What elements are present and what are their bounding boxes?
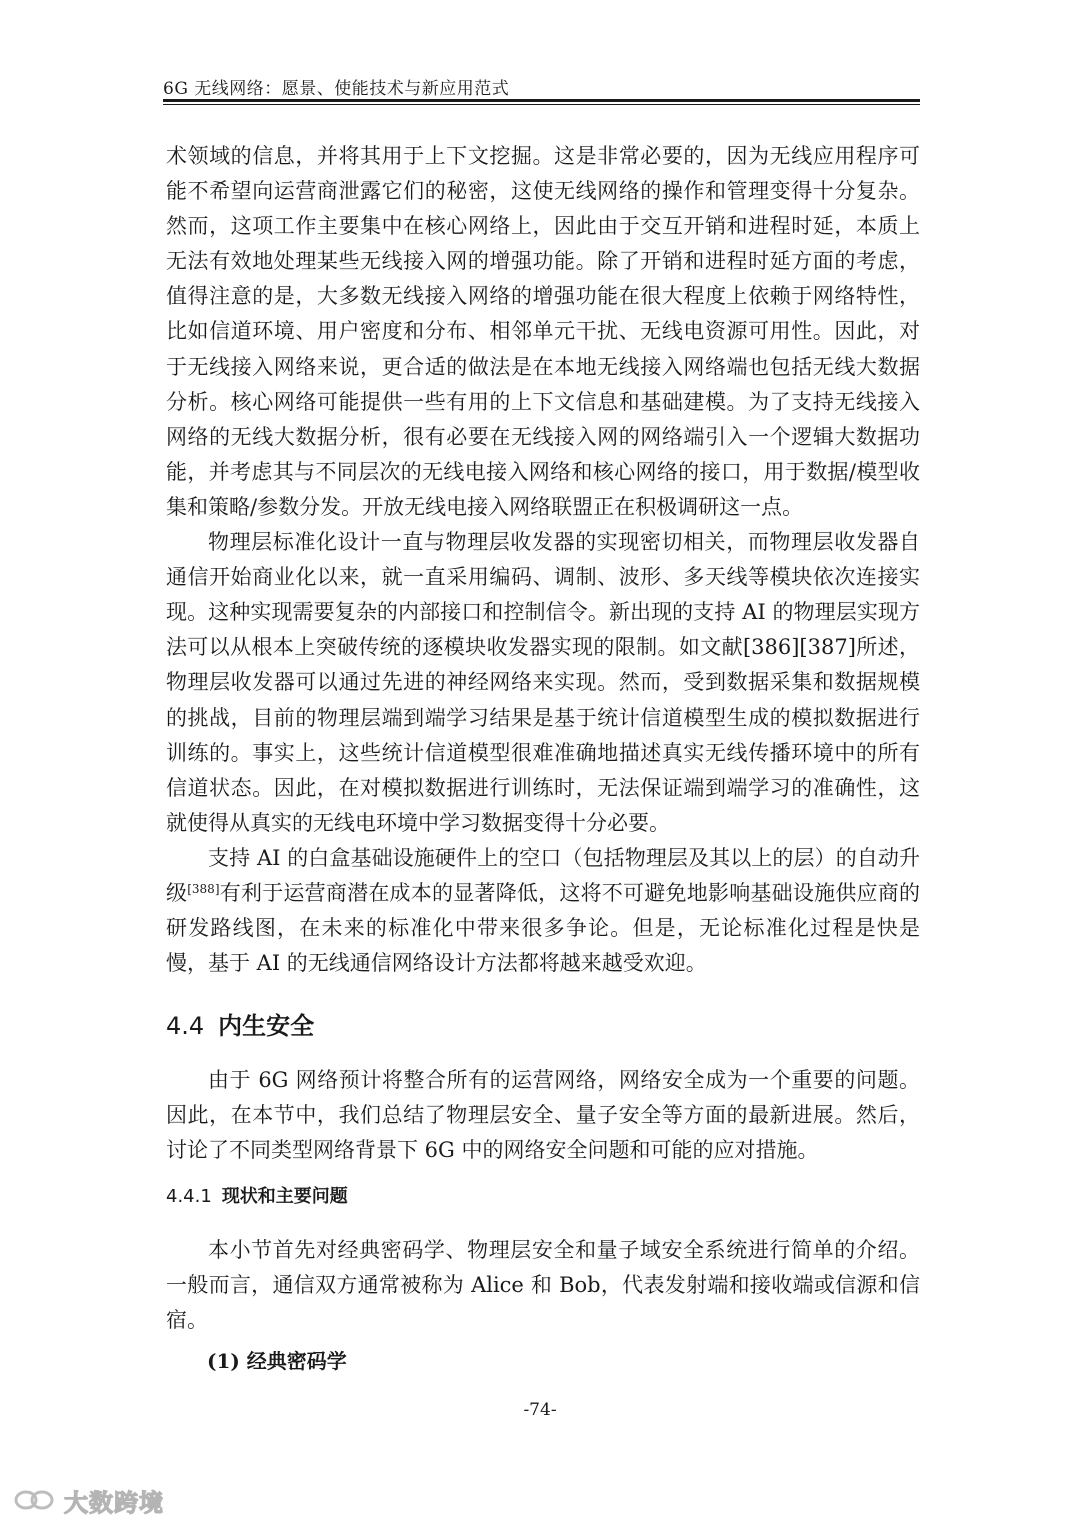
- subsection-heading: [166, 1182, 348, 1208]
- page-number: -74-: [523, 1400, 557, 1420]
- subsection-number: 4.4.1: [166, 1186, 212, 1207]
- running-header-title: 6G 无线网络：愿景、使能技术与新应用范式: [163, 79, 510, 99]
- body-text-top: [166, 139, 920, 981]
- header-rule-thin: [163, 104, 920, 105]
- watermark: [12, 1482, 164, 1518]
- subsection-title: 现状和主要问题: [221, 1186, 348, 1207]
- chain-link-logo-icon: [12, 1485, 56, 1515]
- item-heading: (1) 经典密码学: [207, 1349, 347, 1373]
- paragraph-ai-upgrade: [166, 841, 920, 981]
- header-rule-thick: [163, 99, 920, 102]
- paragraph-ai-text-end: 有利于运营商潜在成本的显著降低，这将不可避免地影响基础设施供应商的研发路线图，在未来的标准化中带来很多争论。但是，无论标准化过程是快是慢，基于 AI 的无线通信网络设计方法都将越来越受欢迎。: [166, 880, 921, 976]
- paragraph-physical-layer: 物理层标准化设计一直与物理层收发器的实现密切相关，而物理层收发器自通信开始商业化以来，就一直采用编码、调制、波形、多天线等模块依次连接实现。这种实现需要复杂的内部接口和控制信令。新出现的支持 AI 的物理层实现方法可以从根本上突破传统的逐模块收发器实现的限制。如文献[386][387]所述，物理层收发器可以通过先进的神经网络来实现。然而，受到数据采集和数据规模的挑战，目前的物理层端到端学习结果是基于统计信道模型生成的模拟数据进行训练的。事实上，这些统计信道模型很难准确地描述真实无线传播环境中的所有信道状态。因此，在对模拟数据进行训练时，无法保证端到端学习的准确性，这就使得从真实的无线电环境中学习数据变得十分必要。: [166, 530, 920, 835]
- section-body: [166, 1063, 920, 1168]
- subsection-body: [166, 1233, 920, 1338]
- watermark-text: 大数跨境: [64, 1488, 164, 1517]
- subsection-paragraph: 本小节首先对经典密码学、物理层安全和量子域安全系统进行简单的介绍。一般而言，通信双方通常被称为 Alice 和 Bob，代表发射端和接收端或信源和信宿。: [166, 1238, 920, 1333]
- section-heading: [166, 1006, 314, 1041]
- paragraph-ai-text-start: 支持 AI 的白盒基础设施硬件上的空口（包括物理层及其以上的层）的自动升级: [166, 845, 920, 905]
- section-paragraph: 由于 6G 网络预计将整合所有的运营网络，网络安全成为一个重要的问题。因此，在本节中，我们总结了物理层安全、量子安全等方面的最新进展。然后，讨论了不同类型网络背景下 6G 中的网络安全问题和可能的应对措施。: [166, 1068, 920, 1163]
- paragraph-continued: 术领域的信息，并将其用于上下文挖掘。这是非常必要的，因为无线应用程序可能不希望向运营商泄露它们的秘密，这使无线网络的操作和管理变得十分复杂。然而，这项工作主要集中在核心网络上，因此由于交互开销和进程时延，本质上无法有效地处理某些无线接入网的增强功能。除了开销和进程时延方面的考虑，值得注意的是，大多数无线接入网络的增强功能在很大程度上依赖于网络特性，比如信道环境、用户密度和分布、相邻单元干扰、无线电资源可用性。因此，对于无线接入网络来说，更合适的做法是在本地无线接入网络端也包括无线大数据分析。核心网络可能提供一些有用的上下文信息和基础建模。为了支持无线接入网络的无线大数据分析，很有必要在无线接入网的网络端引入一个逻辑大数据功能，并考虑其与不同层次的无线电接入网络和核心网络的接口，用于数据/模型收集和策略/参数分发。开放无线电接入网络联盟正在积极调研这一点。: [166, 144, 920, 519]
- section-number: 4.4: [166, 1012, 205, 1040]
- section-title: 内生安全: [218, 1012, 315, 1040]
- citation-ref: [388]: [187, 881, 220, 896]
